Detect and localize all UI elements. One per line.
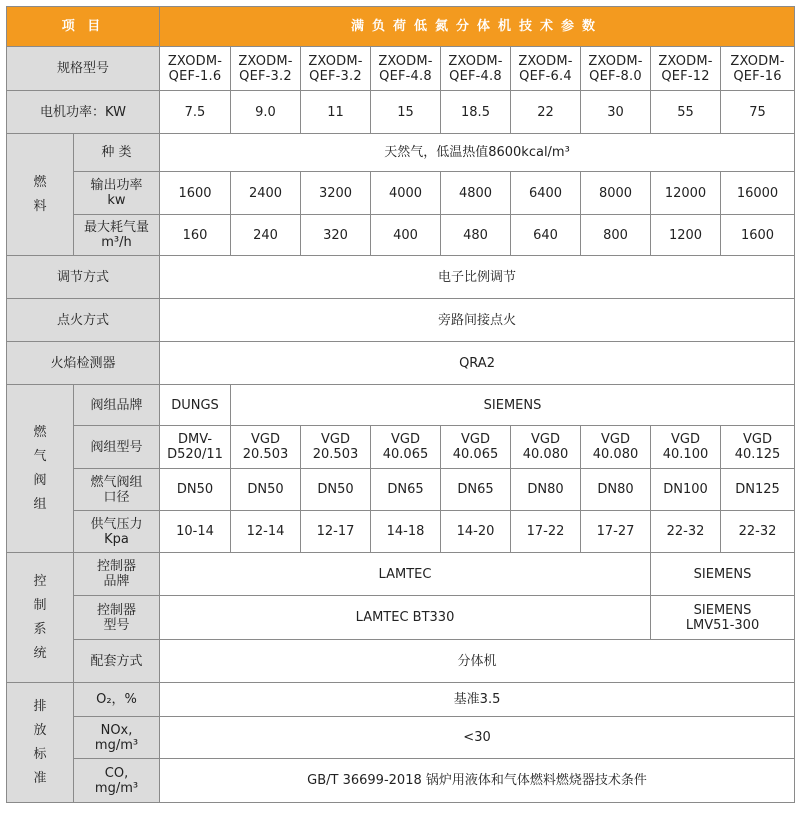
motor-cell: 18.5 [441, 91, 511, 134]
motor-cell: 55 [651, 91, 721, 134]
fuel-power-cell: 2400 [231, 172, 301, 215]
control-model-label: 控制器 型号 [74, 596, 160, 640]
regulation-label: 调节方式 [7, 256, 160, 299]
valve-model-cell: DMV- D520/11 [160, 426, 231, 469]
fuel-group-label: 燃料 [7, 134, 74, 256]
model-cell: ZXODM- QEF-3.2 [231, 47, 301, 91]
emission-group-label: 排放标准 [7, 683, 74, 803]
ignition-value: 旁路间接点火 [160, 299, 795, 342]
spec-table [6, 6, 795, 803]
row-model [7, 47, 795, 91]
control-group-label: 控制系统 [7, 553, 74, 683]
row-control-config [7, 640, 795, 683]
control-model-alt: SIEMENS LMV51-300 [651, 596, 795, 640]
valve-pressure-cell: 12-17 [301, 511, 371, 553]
fuel-gas-cell: 1200 [651, 215, 721, 256]
valve-pressure-cell: 14-18 [371, 511, 441, 553]
fuel-gas-cell: 240 [231, 215, 301, 256]
model-cell: ZXODM- QEF-6.4 [511, 47, 581, 91]
valve-diameter-cell: DN125 [721, 469, 795, 511]
valve-pressure-cell: 22-32 [721, 511, 795, 553]
valve-pressure-label: 供气压力 Kpa [74, 511, 160, 553]
valve-diameter-cell: DN50 [301, 469, 371, 511]
valve-pressure-cell: 12-14 [231, 511, 301, 553]
fuel-gas-cell: 1600 [721, 215, 795, 256]
fuel-power-cell: 12000 [651, 172, 721, 215]
fuel-power-cell: 6400 [511, 172, 581, 215]
row-valve-model [7, 426, 795, 469]
emission-co-label: CO, mg/m³ [74, 759, 160, 803]
valve-pressure-cell: 14-20 [441, 511, 511, 553]
valve-diameter-cell: DN50 [160, 469, 231, 511]
valve-model-cell: VGD 20.503 [231, 426, 301, 469]
emission-o2-label: O₂，% [74, 683, 160, 717]
fuel-power-cell: 1600 [160, 172, 231, 215]
motor-cell: 9.0 [231, 91, 301, 134]
fuel-gas-cell: 480 [441, 215, 511, 256]
header-item: 项 目 [7, 7, 160, 47]
control-brand-main: LAMTEC [160, 553, 651, 596]
row-emission-o2 [7, 683, 795, 717]
fuel-type-label: 种 类 [74, 134, 160, 172]
emission-co-value: GB/T 36699-2018 锅炉用液体和气体燃料燃烧器技术条件 [160, 759, 795, 803]
row-emission-co [7, 759, 795, 803]
valve-brand-rest: SIEMENS [231, 385, 795, 426]
model-label: 规格型号 [7, 47, 160, 91]
fuel-type-value: 天然气，低温热值8600kcal/m³ [160, 134, 795, 172]
row-valve-brand [7, 385, 795, 426]
header-title: 满负荷低氮分体机技术参数 [160, 7, 795, 47]
row-fuel-gas [7, 215, 795, 256]
emission-o2-value: 基准3.5 [160, 683, 795, 717]
model-cell: ZXODM- QEF-16 [721, 47, 795, 91]
valve-pressure-cell: 22-32 [651, 511, 721, 553]
valve-brand-first: DUNGS [160, 385, 231, 426]
valve-pressure-cell: 17-22 [511, 511, 581, 553]
fuel-power-cell: 4000 [371, 172, 441, 215]
row-flame [7, 342, 795, 385]
fuel-gas-cell: 640 [511, 215, 581, 256]
valve-model-cell: VGD 20.503 [301, 426, 371, 469]
control-brand-label: 控制器 品牌 [74, 553, 160, 596]
row-ignition [7, 299, 795, 342]
row-fuel-type [7, 134, 795, 172]
header-row [7, 7, 795, 47]
motor-cell: 22 [511, 91, 581, 134]
fuel-gas-cell: 160 [160, 215, 231, 256]
emission-nox-value: <30 [160, 717, 795, 759]
row-valve-pressure [7, 511, 795, 553]
motor-cell: 7.5 [160, 91, 231, 134]
valve-model-cell: VGD 40.100 [651, 426, 721, 469]
row-motor [7, 91, 795, 134]
flame-value: QRA2 [160, 342, 795, 385]
motor-cell: 11 [301, 91, 371, 134]
fuel-power-cell: 16000 [721, 172, 795, 215]
valve-model-cell: VGD 40.125 [721, 426, 795, 469]
row-valve-diameter [7, 469, 795, 511]
control-brand-alt: SIEMENS [651, 553, 795, 596]
valve-model-label: 阀组型号 [74, 426, 160, 469]
motor-label: 电机功率：KW [7, 91, 160, 134]
valve-diameter-cell: DN65 [441, 469, 511, 511]
control-config-label: 配套方式 [74, 640, 160, 683]
model-cell: ZXODM- QEF-4.8 [441, 47, 511, 91]
flame-label: 火焰检测器 [7, 342, 160, 385]
control-model-main: LAMTEC BT330 [160, 596, 651, 640]
valve-diameter-cell: DN80 [511, 469, 581, 511]
row-regulation [7, 256, 795, 299]
motor-cell: 30 [581, 91, 651, 134]
valve-model-cell: VGD 40.065 [441, 426, 511, 469]
valve-model-cell: VGD 40.080 [511, 426, 581, 469]
valve-pressure-cell: 10-14 [160, 511, 231, 553]
valve-diameter-cell: DN50 [231, 469, 301, 511]
motor-cell: 15 [371, 91, 441, 134]
fuel-gas-cell: 320 [301, 215, 371, 256]
valve-model-cell: VGD 40.080 [581, 426, 651, 469]
fuel-power-label: 输出功率 kw [74, 172, 160, 215]
model-cell: ZXODM- QEF-3.2 [301, 47, 371, 91]
model-cell: ZXODM- QEF-8.0 [581, 47, 651, 91]
valve-brand-label: 阀组品牌 [74, 385, 160, 426]
valve-diameter-label: 燃气阀组 口径 [74, 469, 160, 511]
row-fuel-power [7, 172, 795, 215]
control-config-value: 分体机 [160, 640, 795, 683]
valve-model-cell: VGD 40.065 [371, 426, 441, 469]
model-cell: ZXODM- QEF-4.8 [371, 47, 441, 91]
fuel-gas-label: 最大耗气量 m³/h [74, 215, 160, 256]
fuel-gas-cell: 400 [371, 215, 441, 256]
valve-pressure-cell: 17-27 [581, 511, 651, 553]
row-control-model [7, 596, 795, 640]
model-cell: ZXODM- QEF-12 [651, 47, 721, 91]
ignition-label: 点火方式 [7, 299, 160, 342]
fuel-power-cell: 4800 [441, 172, 511, 215]
fuel-gas-cell: 800 [581, 215, 651, 256]
valve-group-label: 燃气阀组 [7, 385, 74, 553]
fuel-power-cell: 8000 [581, 172, 651, 215]
valve-diameter-cell: DN100 [651, 469, 721, 511]
valve-diameter-cell: DN65 [371, 469, 441, 511]
regulation-value: 电子比例调节 [160, 256, 795, 299]
fuel-power-cell: 3200 [301, 172, 371, 215]
motor-cell: 75 [721, 91, 795, 134]
row-emission-nox [7, 717, 795, 759]
model-cell: ZXODM- QEF-1.6 [160, 47, 231, 91]
emission-nox-label: NOx, mg/m³ [74, 717, 160, 759]
valve-diameter-cell: DN80 [581, 469, 651, 511]
row-control-brand [7, 553, 795, 596]
